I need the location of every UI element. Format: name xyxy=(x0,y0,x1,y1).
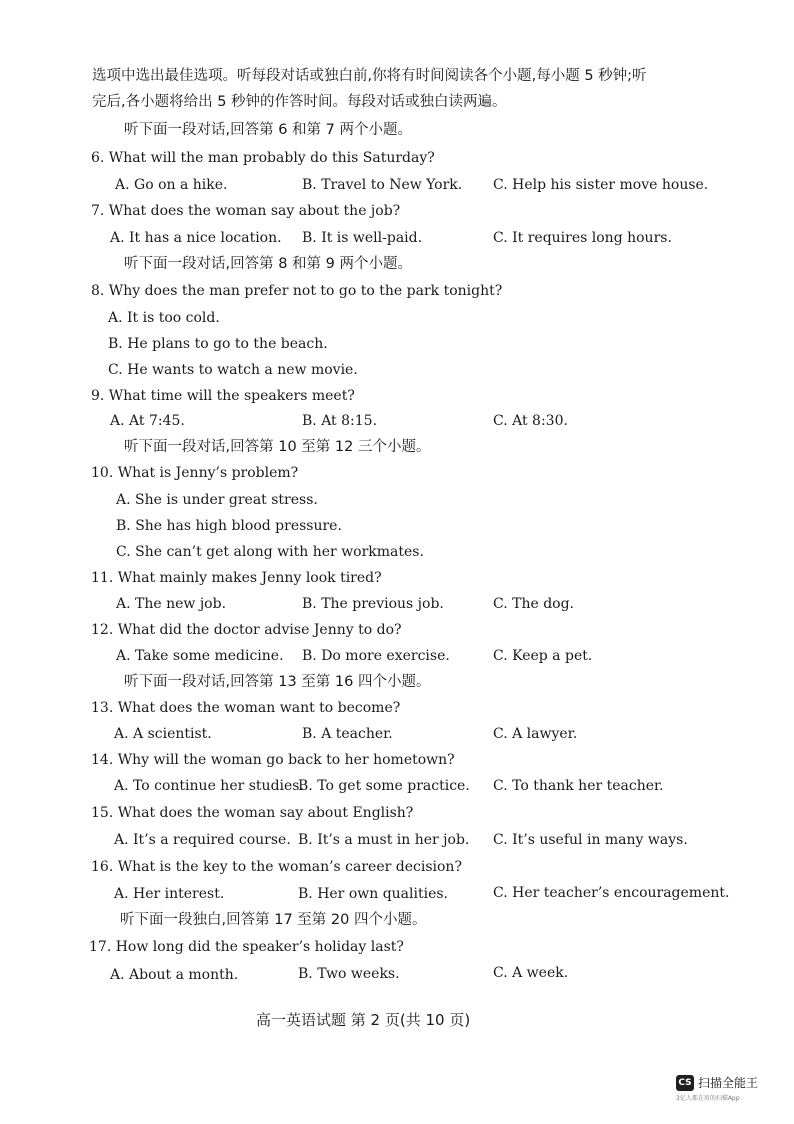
option-c: C. It’s useful in many ways. xyxy=(493,832,688,848)
option-b: B. It’s a must in her job. xyxy=(298,832,470,848)
option-b: B. Two weeks. xyxy=(298,966,400,982)
question-stem: 11. What mainly makes Jenny look tired? xyxy=(91,570,382,586)
question-stem: 13. What does the woman want to become? xyxy=(91,700,401,716)
option-b: B. Travel to New York. xyxy=(302,177,463,193)
option-b: B. Her own qualities. xyxy=(298,886,449,902)
option-a: A. It has a nice location. xyxy=(110,230,282,246)
question-stem: 8. Why does the man prefer not to go to the park tonight? xyxy=(91,283,503,299)
question-stem: 9. What time will the speakers meet? xyxy=(91,388,355,404)
option-a: A. It is too cold. xyxy=(108,310,220,326)
option-b: B. Do more exercise. xyxy=(302,648,450,664)
option-c: C. Her teacher’s encouragement. xyxy=(493,885,730,901)
section-heading: 听下面一段对话,回答第 6 和第 7 两个小题。 xyxy=(124,122,412,138)
section-heading: 听下面一段对话,回答第 10 至第 12 三个小题。 xyxy=(124,439,431,455)
option-b: B. It is well-paid. xyxy=(302,230,423,246)
question-stem: 7. What does the woman say about the job? xyxy=(91,203,401,219)
question-stem: 14. Why will the woman go back to her hometown? xyxy=(91,752,455,768)
option-c: C. At 8:30. xyxy=(493,413,568,429)
option-a: A. About a month. xyxy=(110,967,239,983)
option-c: C. To thank her teacher. xyxy=(493,778,664,794)
question-stem: 6. What will the man probably do this Saturday? xyxy=(91,150,435,166)
watermark-app-name: 扫描全能王 xyxy=(698,1076,759,1090)
option-c: C. Keep a pet. xyxy=(493,648,593,664)
option-a: A. At 7:45. xyxy=(110,413,185,429)
option-c: C. A week. xyxy=(493,965,569,981)
option-a: A. The new job. xyxy=(116,596,227,612)
intro-line-2: 完后,各小题将给出 5 秒钟的作答时间。每段对话或独白读两遍。 xyxy=(92,94,507,110)
option-a: A. A scientist. xyxy=(114,726,212,742)
option-c: C. She can’t get along with her workmates. xyxy=(116,544,424,560)
option-b: B. The previous job. xyxy=(302,596,444,612)
option-a: A. To continue her studies. xyxy=(114,778,304,794)
option-c: C. The dog. xyxy=(493,596,575,612)
option-b: B. To get some practice. xyxy=(298,778,470,794)
question-stem: 16. What is the key to the woman’s career decision? xyxy=(91,859,462,875)
section-heading: 听下面一段独白,回答第 17 至第 20 四个小题。 xyxy=(120,912,427,928)
page-footer: 高一英语试题 第 2 页(共 10 页) xyxy=(256,1011,471,1029)
option-a: A. She is under great stress. xyxy=(116,492,318,508)
question-stem: 12. What did the doctor advise Jenny to do? xyxy=(91,622,402,638)
option-a: A. Go on a hike. xyxy=(115,177,228,193)
intro-line-1: 选项中选出最佳选项。听每段对话或独白前,你将有时间阅读各个小题,每小题 5 秒钟;听 xyxy=(92,68,647,84)
option-c: C. A lawyer. xyxy=(493,726,578,742)
question-stem: 10. What is Jenny’s problem? xyxy=(91,465,299,481)
option-c: C. He wants to watch a new movie. xyxy=(108,362,358,378)
question-stem: 15. What does the woman say about English? xyxy=(91,805,414,821)
watermark-tagline: 3亿人都在用的扫描App xyxy=(676,1095,740,1102)
camscanner-logo-icon: CS xyxy=(676,1075,694,1091)
option-c: C. It requires long hours. xyxy=(493,230,672,246)
option-a: A. Take some medicine. xyxy=(116,648,284,664)
question-stem: 17. How long did the speaker’s holiday last? xyxy=(89,939,404,955)
option-a: A. It’s a required course. xyxy=(114,832,291,848)
option-b: B. A teacher. xyxy=(302,726,393,742)
section-heading: 听下面一段对话,回答第 8 和第 9 两个小题。 xyxy=(124,256,412,272)
option-c: C. Help his sister move house. xyxy=(493,177,709,193)
scanner-watermark xyxy=(676,1074,786,1110)
option-b: B. She has high blood pressure. xyxy=(116,518,342,534)
option-b: B. He plans to go to the beach. xyxy=(108,336,328,352)
section-heading: 听下面一段对话,回答第 13 至第 16 四个小题。 xyxy=(124,674,431,690)
option-a: A. Her interest. xyxy=(114,886,225,902)
option-b: B. At 8:15. xyxy=(302,413,378,429)
